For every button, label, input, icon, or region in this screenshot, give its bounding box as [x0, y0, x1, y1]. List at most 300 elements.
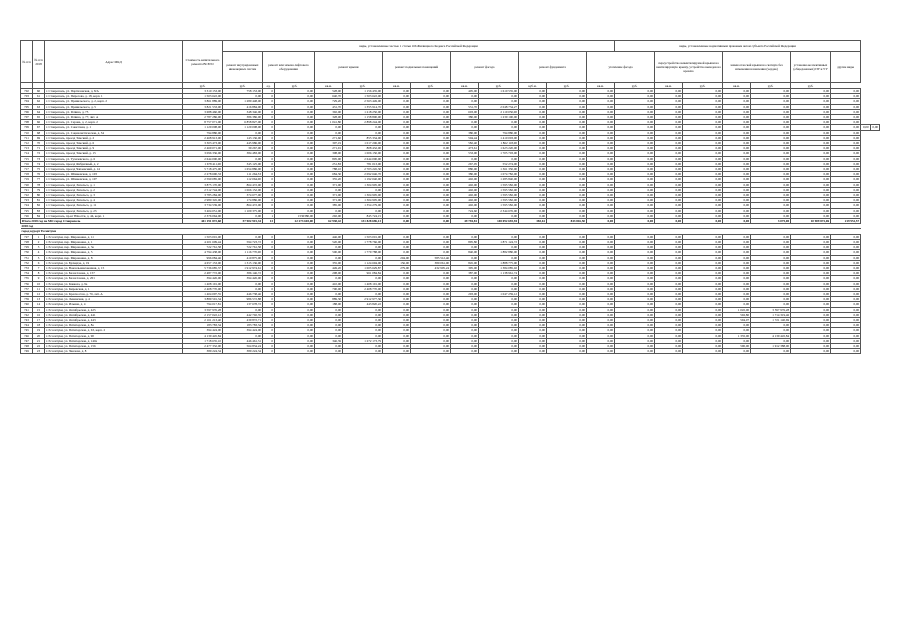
- value-cell: 0: [263, 187, 275, 192]
- value-cell: 74: [33, 161, 45, 166]
- value-cell: 0,00: [479, 120, 519, 125]
- value-cell: 0,00: [723, 203, 751, 208]
- address-cell: г. Ставрополь, проезд Фабричный, д. 2: [45, 161, 183, 166]
- value-cell: 0,00: [547, 312, 587, 317]
- value-cell: 739: [21, 297, 33, 302]
- value-cell: 298,00: [315, 271, 343, 276]
- value-cell: 0,00: [519, 125, 547, 130]
- value-cell: 0,00: [791, 99, 831, 104]
- unit-cell: руб.: [479, 83, 519, 89]
- value-cell: 76: [33, 172, 45, 177]
- value-cell: 0,00: [519, 338, 547, 343]
- value-cell: 0: [263, 156, 275, 161]
- value-cell: 0,00: [383, 286, 411, 291]
- value-cell: 0,00: [751, 281, 791, 286]
- value-cell: 0,00: [791, 271, 831, 276]
- address-cell: г. Ессентуки, ул. Чкалова, д. 8: [45, 349, 183, 354]
- value-cell: 0,00: [683, 343, 723, 348]
- value-cell: 1 595 582,00: [479, 203, 519, 208]
- value-cell: 81: [33, 198, 45, 203]
- value-cell: 0,00: [615, 187, 655, 192]
- value-cell: 520,00: [315, 239, 343, 244]
- value-cell: 0,00: [791, 151, 831, 156]
- value-cell: 0,00: [587, 141, 615, 146]
- value-cell: 0,00: [383, 94, 411, 99]
- value-cell: 0,00: [655, 338, 683, 343]
- value-cell: 0,00: [547, 94, 587, 99]
- total-value: 0,00: [383, 219, 411, 224]
- value-cell: 410,00: [315, 281, 343, 286]
- value-cell: 594,07: [723, 317, 751, 322]
- value-cell: 0,00: [547, 286, 587, 291]
- value-cell: 0: [263, 167, 275, 172]
- value-cell: 355,20: [315, 177, 343, 182]
- header-foundation: ремонт фундамента: [519, 52, 587, 83]
- value-cell: 0,00: [343, 255, 383, 260]
- value-cell: 0,00: [411, 286, 451, 291]
- address-cell: г. Ставрополь, проезд Энгельса, д. 1: [45, 182, 183, 187]
- capital-repair-register: [20, 40, 880, 354]
- value-cell: 1 109 375,00: [223, 208, 263, 213]
- value-cell: 0,00: [451, 343, 479, 348]
- value-cell: 2 898 244,00: [343, 120, 383, 125]
- value-cell: 1 289 448,00: [223, 99, 263, 104]
- unit-cell: кв.м.: [655, 83, 683, 89]
- value-cell: 0,00: [751, 193, 791, 198]
- value-cell: 0,00: [587, 286, 615, 291]
- value-cell: 394 426,00: [223, 276, 263, 281]
- value-cell: 0,00: [791, 328, 831, 333]
- value-cell: 3 688 460,00: [183, 109, 223, 114]
- value-cell: 0,00: [831, 260, 861, 265]
- header-group-federal: виды, установленные частью 1 статьи 166 Жилищного Кодекса Российской Федерации: [223, 41, 615, 52]
- value-cell: 0,00: [547, 333, 587, 338]
- value-cell: 0,00: [655, 297, 683, 302]
- value-cell: 0,00: [655, 135, 683, 140]
- value-cell: 112 064,00: [223, 177, 263, 182]
- value-cell: 0,00: [547, 109, 587, 114]
- value-cell: 0,00: [275, 89, 315, 94]
- value-cell: 0,00: [383, 271, 411, 276]
- address-cell: г. Ставрополь, проезд Энгельса, д. 4: [45, 198, 183, 203]
- value-cell: 0,00: [615, 343, 655, 348]
- value-cell: 0,00: [411, 297, 451, 302]
- value-cell: 0,00: [683, 338, 723, 343]
- value-cell: 0,00: [547, 161, 587, 166]
- value-cell: 0,00: [275, 182, 315, 187]
- value-cell: 0,00: [831, 115, 861, 120]
- value-cell: 439 872,71: [223, 317, 263, 322]
- value-cell: 0,00: [411, 317, 451, 322]
- value-cell: 0,00: [343, 317, 383, 322]
- value-cell: 0,00: [479, 333, 519, 338]
- value-cell: 0,00: [615, 141, 655, 146]
- value-cell: 416 884,00: [223, 104, 263, 109]
- value-cell: 1 654 886,00: [223, 167, 263, 172]
- value-cell: 0,00: [615, 172, 655, 177]
- value-cell: 0,00: [411, 156, 451, 161]
- value-cell: 0,00: [275, 187, 315, 192]
- unit-cell: ед.: [263, 83, 275, 89]
- value-cell: 62: [33, 99, 45, 104]
- value-cell: 0,00: [411, 250, 451, 255]
- value-cell: 0,00: [479, 234, 519, 239]
- value-cell: 0,00: [751, 208, 791, 213]
- value-cell: 0,00: [587, 187, 615, 192]
- value-cell: 0,00: [723, 291, 751, 296]
- value-cell: 0,00: [655, 208, 683, 213]
- value-cell: 0,00: [383, 297, 411, 302]
- value-cell: 0: [263, 302, 275, 307]
- value-cell: 387,00: [451, 271, 479, 276]
- value-cell: 0,00: [655, 317, 683, 322]
- value-cell: 0: [263, 130, 275, 135]
- header-facade: ремонт фасада: [451, 52, 519, 83]
- value-cell: 0,00: [383, 141, 411, 146]
- value-cell: 0,00: [615, 333, 655, 338]
- value-cell: 0,00: [411, 94, 451, 99]
- value-cell: 726: [21, 213, 33, 218]
- value-cell: 0,00: [831, 323, 861, 328]
- value-cell: 0,00: [655, 276, 683, 281]
- value-cell: 0: [263, 99, 275, 104]
- value-cell: 0,00: [519, 177, 547, 182]
- value-cell: 1 705 703,00: [479, 151, 519, 156]
- value-cell: 0,00: [275, 276, 315, 281]
- value-cell: 0,00: [791, 104, 831, 109]
- value-cell: 0,00: [751, 302, 791, 307]
- address-cell: г. Ставрополь, ул. Советская, д. 1: [45, 125, 183, 130]
- value-cell: 0,00: [411, 234, 451, 239]
- value-cell: 0,00: [275, 234, 315, 239]
- value-cell: 8: [33, 271, 45, 276]
- value-cell: 0,00: [383, 125, 411, 130]
- value-cell: 0,00: [383, 208, 411, 213]
- value-cell: 380,00: [451, 172, 479, 177]
- unit-cell: руб.: [791, 83, 831, 89]
- value-cell: 0,00: [547, 182, 587, 187]
- value-cell: 0,00: [751, 156, 791, 161]
- value-cell: 1 595 582,00: [479, 198, 519, 203]
- value-cell: 3 861 889,00: [183, 99, 223, 104]
- value-cell: 0,00: [723, 99, 751, 104]
- value-cell: 0,00: [683, 120, 723, 125]
- value-cell: 22: [33, 343, 45, 348]
- value-cell: 986 572,88: [223, 297, 263, 302]
- value-cell: 0,00: [723, 260, 751, 265]
- value-cell: 0,00: [587, 250, 615, 255]
- value-cell: 737: [21, 286, 33, 291]
- value-cell: 0,00: [615, 151, 655, 156]
- value-cell: 0,00: [451, 213, 479, 218]
- value-cell: 0,00: [411, 99, 451, 104]
- value-cell: 0,00: [411, 343, 451, 348]
- value-cell: 72: [33, 151, 45, 156]
- value-cell: 0,00: [519, 187, 547, 192]
- value-cell: 0,00: [411, 208, 451, 213]
- value-cell: 0,00: [831, 245, 861, 250]
- value-cell: 0,00: [683, 182, 723, 187]
- value-cell: 0,00: [615, 146, 655, 151]
- value-cell: 0,00: [683, 291, 723, 296]
- value-cell: 0,00: [615, 167, 655, 172]
- value-cell: 702: [21, 89, 33, 94]
- value-cell: 0,00: [683, 99, 723, 104]
- value-cell: 0,00: [723, 302, 751, 307]
- value-cell: 2 468 913,00: [183, 135, 223, 140]
- value-cell: 0,00: [547, 135, 587, 140]
- value-cell: 0: [263, 151, 275, 156]
- value-cell: 0,00: [615, 338, 655, 343]
- value-cell: 1 066 152,00: [223, 187, 263, 192]
- value-cell: 1 005 629,87: [343, 265, 383, 270]
- value-cell: 183 783,34: [223, 323, 263, 328]
- value-cell: 0,00: [411, 312, 451, 317]
- address-cell: г. Ставрополь, проезд Томский, д. 9: [45, 146, 183, 151]
- value-cell: 0,00: [723, 115, 751, 120]
- value-cell: 2 376 064,00: [183, 213, 223, 218]
- value-cell: 1 354 279,00: [343, 203, 383, 208]
- value-cell: 0,00: [587, 255, 615, 260]
- value-cell: 0,00: [275, 286, 315, 291]
- header-num: № п/п: [21, 41, 33, 83]
- value-cell: 0,00: [723, 156, 751, 161]
- value-cell: 0,00: [587, 109, 615, 114]
- value-cell: 0,00: [451, 234, 479, 239]
- value-cell: 1 239 100,00: [479, 115, 519, 120]
- value-cell: 0,00: [587, 312, 615, 317]
- value-cell: 0,00: [479, 255, 519, 260]
- value-cell: 996 084,46: [183, 255, 223, 260]
- value-cell: 0: [263, 89, 275, 94]
- value-cell: 0,00: [315, 291, 343, 296]
- value-cell: 0,00: [615, 281, 655, 286]
- value-cell: 0,00: [547, 141, 587, 146]
- value-cell: 0,00: [791, 302, 831, 307]
- value-cell: 1 408 191,00: [183, 281, 223, 286]
- unit-cell: руб.: [411, 83, 451, 89]
- value-cell: 0,00: [683, 265, 723, 270]
- value-cell: 0,00: [547, 198, 587, 203]
- value-cell: 724,60: [451, 208, 479, 213]
- value-cell: 1 404 097,55: [183, 291, 223, 296]
- value-cell: 2 563 449,00: [343, 99, 383, 104]
- value-cell: 446 461,31: [223, 338, 263, 343]
- value-cell: 0,00: [831, 99, 861, 104]
- value-cell: 0,00: [275, 343, 315, 348]
- value-cell: 723: [21, 198, 33, 203]
- value-cell: 0,00: [723, 239, 751, 244]
- value-cell: 0,00: [519, 115, 547, 120]
- value-cell: 0,00: [547, 177, 587, 182]
- value-cell: 0,00: [411, 349, 451, 354]
- header-elevator: ремонт или замена лифтового оборудования: [263, 52, 315, 83]
- value-cell: 0,00: [615, 297, 655, 302]
- value-cell: 0: [263, 328, 275, 333]
- value-cell: 0,00: [547, 104, 587, 109]
- value-cell: 1 862 118,00: [479, 141, 519, 146]
- value-cell: 0,00: [343, 208, 383, 213]
- value-cell: 71: [33, 146, 45, 151]
- value-cell: 0,00: [275, 265, 315, 270]
- value-cell: 0,00: [275, 193, 315, 198]
- value-cell: 7: [33, 265, 45, 270]
- value-cell: 0,00: [615, 115, 655, 120]
- value-cell: 2 048 734,27: [479, 104, 519, 109]
- value-cell: 1 503 001,00: [183, 234, 223, 239]
- value-cell: 0,00: [275, 317, 315, 322]
- value-cell: 3 597 976,28: [751, 307, 791, 312]
- value-cell: 13: [33, 297, 45, 302]
- value-cell: 0,00: [547, 234, 587, 239]
- value-cell: 348 346,00: [223, 109, 263, 114]
- value-cell: 0,00: [547, 338, 587, 343]
- value-cell: 0,00: [655, 146, 683, 151]
- value-cell: 0,00: [791, 338, 831, 343]
- value-cell: 0,00: [343, 312, 383, 317]
- value-cell: 0,00: [587, 172, 615, 177]
- value-cell: 0,00: [479, 312, 519, 317]
- value-cell: 0,00: [655, 177, 683, 182]
- value-cell: 0,00: [383, 250, 411, 255]
- value-cell: 0,00: [275, 161, 315, 166]
- value-cell: 0,00: [547, 271, 587, 276]
- value-cell: 0,00: [655, 198, 683, 203]
- value-cell: 0,00: [615, 193, 655, 198]
- value-cell: 0,00: [831, 182, 861, 187]
- value-cell: 0,00: [451, 125, 479, 130]
- value-cell: 0,00: [751, 120, 791, 125]
- value-cell: 0,00: [831, 302, 861, 307]
- value-cell: 0: [263, 239, 275, 244]
- value-cell: 0,00: [451, 245, 479, 250]
- value-cell: 0,00: [791, 317, 831, 322]
- value-cell: 0,00: [479, 281, 519, 286]
- value-cell: 0,00: [683, 213, 723, 218]
- value-cell: 78: [33, 182, 45, 187]
- value-cell: 0,00: [587, 104, 615, 109]
- value-cell: 3 734 539,00: [183, 203, 223, 208]
- value-cell: 0,00: [723, 271, 751, 276]
- value-cell: 0,00: [723, 89, 751, 94]
- value-cell: 0,00: [831, 135, 861, 140]
- value-cell: 0,00: [383, 187, 411, 192]
- value-cell: 748: [21, 343, 33, 348]
- value-cell: 794 880,00: [183, 130, 223, 135]
- value-cell: 0,00: [791, 182, 831, 187]
- value-cell: 895,80: [451, 239, 479, 244]
- value-cell: 732: [21, 260, 33, 265]
- value-cell: 0,00: [791, 323, 831, 328]
- value-cell: 0,00: [343, 291, 383, 296]
- value-cell: 0,00: [791, 94, 831, 99]
- value-cell: 0,00: [655, 239, 683, 244]
- value-cell: 293,00: [451, 291, 479, 296]
- value-cell: 0,00: [655, 161, 683, 166]
- value-cell: 0,00: [655, 343, 683, 348]
- value-cell: 68: [33, 130, 45, 135]
- value-cell: 0,00: [547, 323, 587, 328]
- value-cell: 0,00: [751, 146, 791, 151]
- value-cell: 0,00: [315, 328, 343, 333]
- value-cell: 1 410 003,00: [479, 135, 519, 140]
- value-cell: 0,00: [587, 167, 615, 172]
- value-cell: 0,00: [275, 297, 315, 302]
- value-cell: 0,00: [683, 172, 723, 177]
- value-cell: 18: [33, 323, 45, 328]
- value-cell: 0,00: [451, 328, 479, 333]
- value-cell: 0,00: [275, 260, 315, 265]
- value-cell: 402,00: [451, 182, 479, 187]
- value-cell: 531,70: [451, 104, 479, 109]
- value-cell: 0,00: [683, 323, 723, 328]
- value-cell: 0: [263, 312, 275, 317]
- value-cell: 0,00: [315, 333, 343, 338]
- rows-stavropol: [21, 89, 880, 162]
- value-cell: 0,00: [383, 239, 411, 244]
- value-cell: 3 404 051,00: [183, 208, 223, 213]
- value-cell: 2 644 000,00: [343, 156, 383, 161]
- value-cell: 0,00: [655, 281, 683, 286]
- value-cell: 0,00: [791, 167, 831, 172]
- value-cell: 0,00: [343, 130, 383, 135]
- value-cell: 0,00: [615, 328, 655, 333]
- value-cell: 0,00: [519, 291, 547, 296]
- value-cell: 0,00: [275, 156, 315, 161]
- value-cell: 0,00: [315, 317, 343, 322]
- value-cell: 794 880,00: [479, 130, 519, 135]
- value-cell: 0,00: [791, 177, 831, 182]
- value-cell: 21: [33, 338, 45, 343]
- header-group-regional: виды, установленные нормативным правовым актом субъекта Российской Федерации: [615, 41, 861, 52]
- address-cell: г. Ессентуки, ул. Октябрьская, д. 425: [45, 307, 183, 312]
- value-cell: 740: [21, 302, 33, 307]
- value-cell: 855 334,00: [343, 135, 383, 140]
- value-cell: 0,00: [383, 146, 411, 151]
- value-cell: 0,00: [615, 234, 655, 239]
- value-cell: 0,00: [411, 323, 451, 328]
- value-cell: 0,00: [615, 250, 655, 255]
- unit-cell: кв.м.: [451, 83, 479, 89]
- value-cell: 0,00: [655, 302, 683, 307]
- value-cell: 0,00: [723, 349, 751, 354]
- value-cell: 0,00: [655, 109, 683, 114]
- value-cell: 0,00: [683, 151, 723, 156]
- value-cell: 747: [21, 338, 33, 343]
- value-cell: 0,00: [831, 343, 861, 348]
- value-cell: 410 875,00: [223, 255, 263, 260]
- value-cell: 0,00: [615, 307, 655, 312]
- value-cell: 0,00: [831, 161, 861, 166]
- value-cell: 0,00: [791, 135, 831, 140]
- value-cell: 0,00: [751, 338, 791, 343]
- unit-cell: руб.: [547, 83, 587, 89]
- value-cell: 0,00: [683, 115, 723, 120]
- value-cell: 0,00: [751, 89, 791, 94]
- value-cell: 0,00: [751, 297, 791, 302]
- value-cell: 745: [21, 328, 33, 333]
- header-basement: ремонт подвальных помещений: [383, 52, 451, 83]
- value-cell: 0,00: [655, 172, 683, 177]
- value-cell: 0,00: [587, 125, 615, 130]
- value-cell: 0,00: [791, 156, 831, 161]
- value-cell: 402,00: [451, 198, 479, 203]
- value-cell: 0,00: [655, 182, 683, 187]
- value-cell: 0,00: [723, 328, 751, 333]
- value-cell: 0,00: [831, 281, 861, 286]
- value-cell: 0,00: [275, 109, 315, 114]
- value-cell: 0,00: [315, 323, 343, 328]
